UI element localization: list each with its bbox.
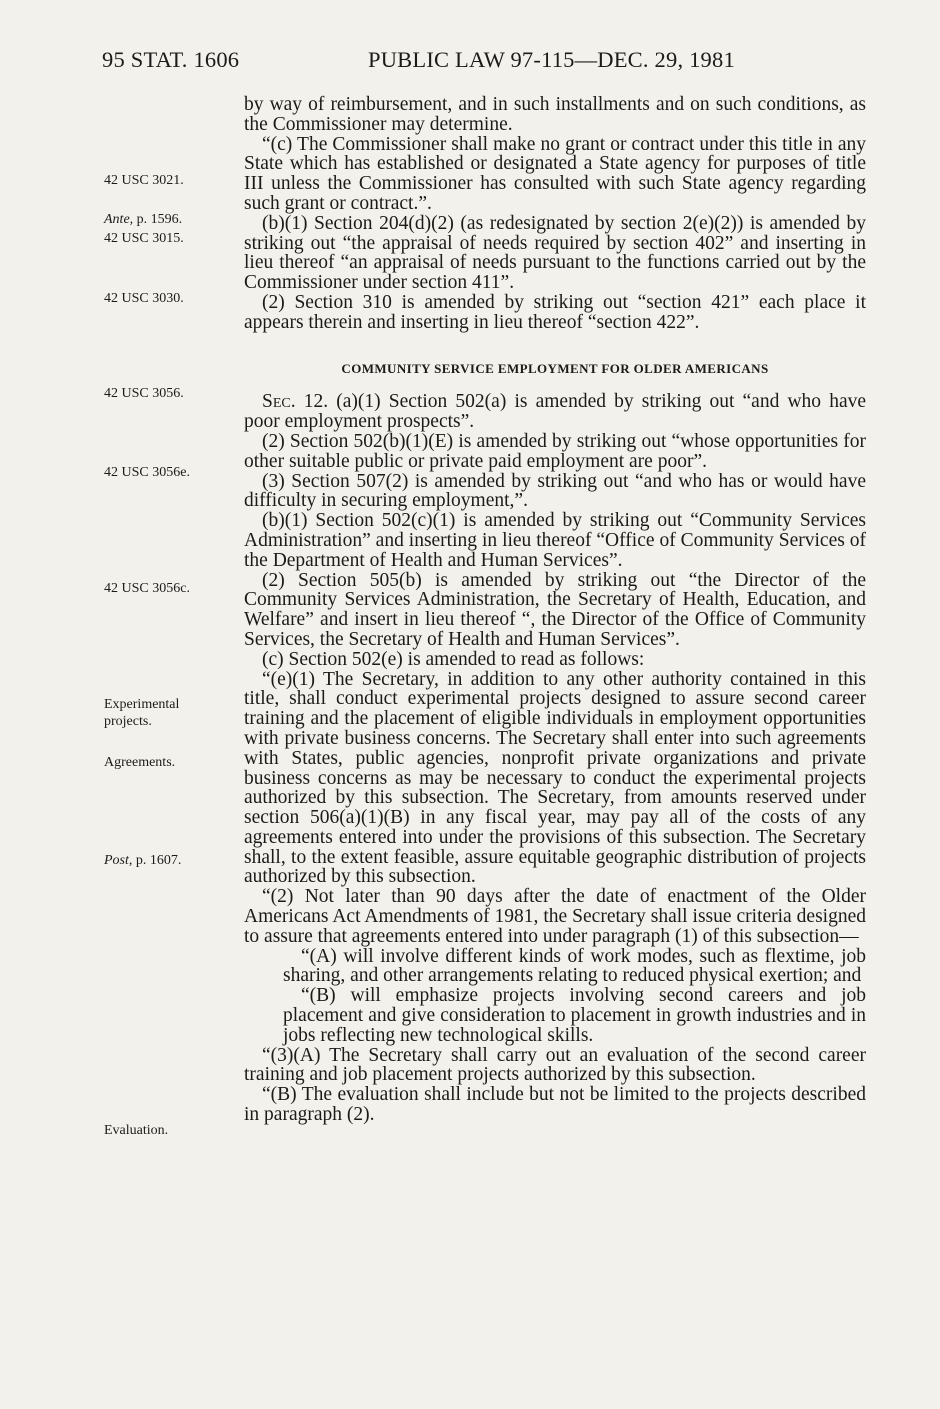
paragraph-B-second-careers: “(B) will emphasize projects involving second careers and job placement and give consideration to placement in growth industries and in jobs reflecting new technological skills. — [283, 985, 866, 1046]
paragraph-A-work-modes: “(A) will involve different kinds of work modes, such as flextime, job sharing, and other arrangements relating to reduced physical exertion; and — [283, 945, 866, 987]
paragraph-sec-12-a1 — [244, 392, 866, 432]
margin-note-post — [104, 853, 181, 870]
paragraph-3A-evaluation: “(3)(A) The Secretary shall carry out an evaluation of the second career training and job placement projects authorized by this subsection. — [244, 1044, 866, 1086]
paragraph-b1-section-502c: (b)(1) Section 502(c)(1) is amended by striking out “Community Services Administration” and inserting in lieu thereof “Office of Community Services of the Department of Health and Human Services”. — [244, 510, 866, 571]
section-label: Sec. — [262, 391, 296, 413]
paragraph-c-section-502e: (c) Section 502(e) is amended to read as follows: — [262, 648, 645, 670]
paragraph-sec-12-a1-text: 12. (a)(1) Section 502(a) is amended by striking out “and who have poor employment prospects”. — [244, 391, 866, 433]
paragraph-reimbursement: by way of reimbursement, and in such installments and on such conditions, as the Commissioner may determine. — [244, 94, 866, 135]
statute-page-number: 95 STAT. 1606 — [102, 47, 240, 72]
margin-note-ante-page: p. 1596. — [133, 212, 183, 227]
margin-note-42-usc-3030: 42 USC 3030. — [104, 291, 184, 306]
margin-note-42-usc-3056e: 42 USC 3056e. — [104, 465, 190, 480]
paragraph-b2-section-505b: (2) Section 505(b) is amended by striking out “the Director of the Community Services Administration, the Secretary of Health, Education, and Welfare” and insert in lieu thereof “, the Director of the Office of Community Services, the Secretary of Health and Human Services”. — [244, 569, 866, 650]
margin-note-42-usc-3015: 42 USC 3015. — [104, 231, 184, 246]
paragraph-2-section-310: (2) Section 310 is amended by striking out “section 421” each place it appears therein and inserting in lieu thereof “section 422”. — [244, 291, 866, 333]
paragraph-3B-evaluation-scope: “(B) The evaluation shall include but not be limited to the projects described in paragraph (2). — [244, 1084, 866, 1126]
margin-note-42-usc-3021: 42 USC 3021. — [104, 173, 184, 188]
paragraph-2-criteria: “(2) Not later than 90 days after the date of enactment of the Older Americans Act Amendments of 1981, the Secretary shall issue criteria designed to assure that agreements entered into under paragraph (1) of this subsection— — [244, 886, 866, 947]
margin-note-experimental — [104, 697, 179, 730]
paragraph-a3-section-507: (3) Section 507(2) is amended by striking out “and who has or would have difficulty in securing employment,”. — [244, 470, 866, 512]
margin-note-ante-italic: Ante, — [104, 212, 134, 227]
margin-note-experimental-line2: projects. — [104, 713, 152, 729]
margin-note-ante — [104, 212, 182, 229]
page-header — [0, 47, 940, 77]
section-heading: COMMUNITY SERVICE EMPLOYMENT FOR OLDER AMERICANS — [341, 360, 769, 376]
paragraph-e1-experimental-projects: “(e)(1) The Secretary, in addition to any other authority contained in this title, shall conduct experimental projects designed to assure second career training and the placement of eligible individuals in employment opportunities with private business concerns. The Secretary shall enter into such agreements with States, public agencies, nonprofit private organizations and private business concerns as may be necessary to conduct the experimental projects authorized by this subsection. The Secretary, from amounts reserved under section 506(a)(1)(B) in any fiscal year, may pay all of the costs of any agreements entered into under the provisions of this subsection. The Secretary shall, to the extent feasible, assure equitable geographic distribution of projects authorized by this subsection. — [244, 668, 866, 888]
margin-note-42-usc-3056: 42 USC 3056. — [104, 386, 184, 401]
paragraph-a2-section-502b: (2) Section 502(b)(1)(E) is amended by striking out “whose opportunities for other suitable public or private paid employment are poor”. — [244, 430, 866, 472]
margin-note-post-italic: Post, — [104, 853, 133, 868]
margin-note-agreements: Agreements. — [104, 755, 176, 770]
running-head: PUBLIC LAW 97-115—DEC. 29, 1981 — [368, 47, 735, 72]
margin-note-post-page: p. 1607. — [132, 853, 182, 868]
margin-note-experimental-line1: Experimental — [104, 697, 180, 712]
paragraph-b1-section-204: (b)(1) Section 204(d)(2) (as redesignated by section 2(e)(2)) is amended by striking out “the appraisal of needs required by section 402” and inserting in lieu thereof “an appraisal of needs pursuant to the functions carried out by the Commissioner under section 411”. — [244, 212, 866, 294]
margin-note-42-usc-3056c: 42 USC 3056c. — [104, 581, 190, 596]
statute-text-column — [244, 95, 866, 1125]
margin-note-evaluation: Evaluation. — [104, 1123, 169, 1138]
paragraph-subsection-c: “(c) The Commissioner shall make no grant or contract under this title in any State which has established or designated a State agency for purposes of title III unless the Commissioner has consulted with such State agency regarding such grant or contract.”. — [244, 133, 866, 214]
